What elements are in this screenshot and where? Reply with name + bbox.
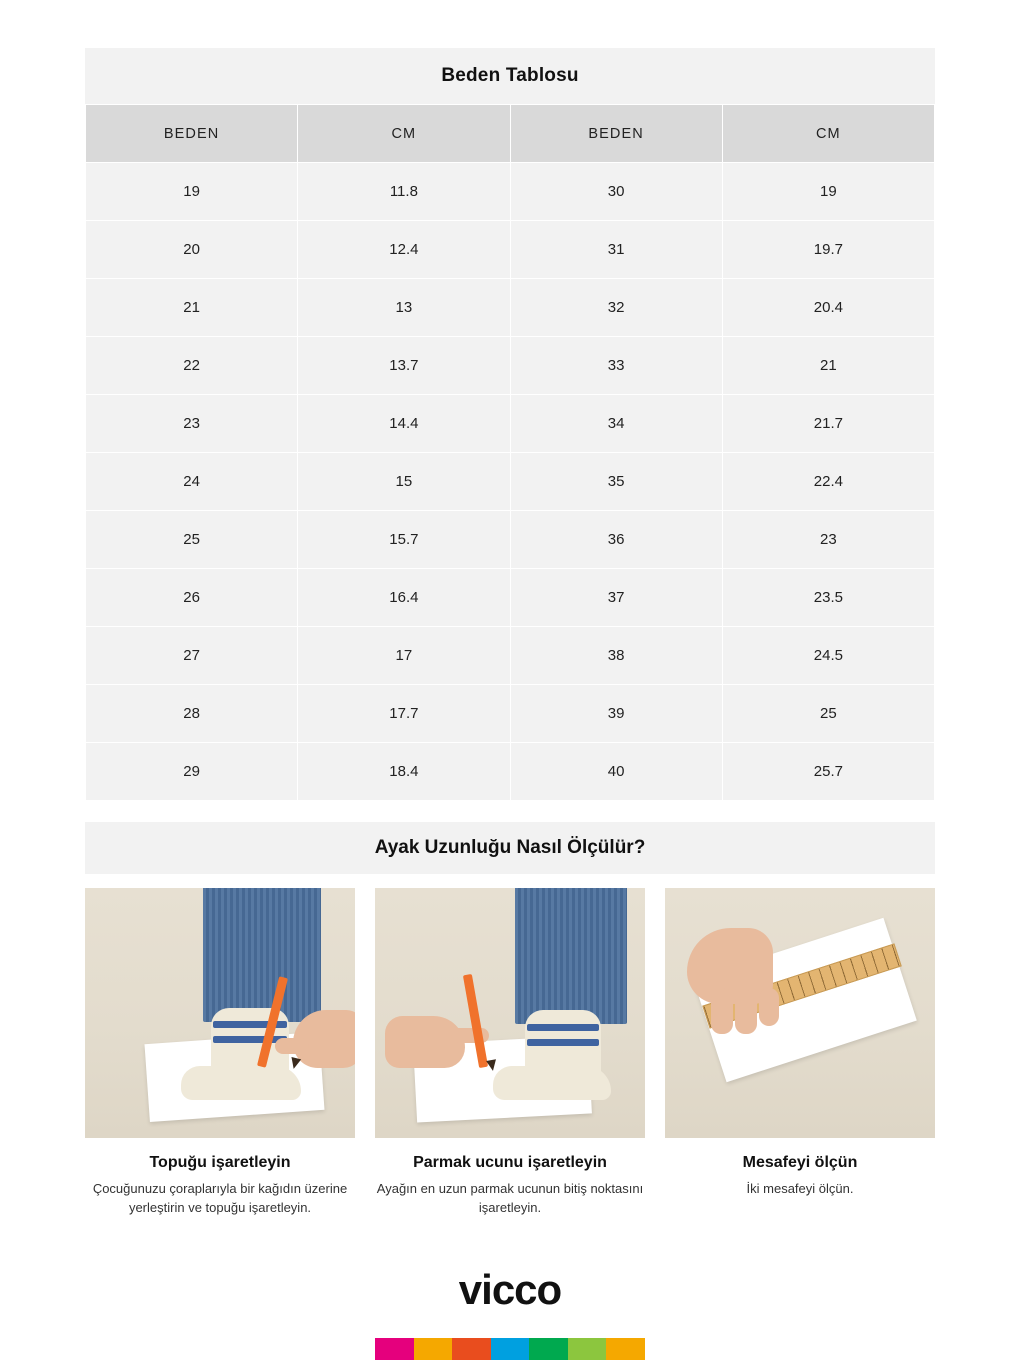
table-cell: 40 [510, 743, 722, 801]
measure-step [375, 888, 645, 1218]
table-cell: 37 [510, 569, 722, 627]
size-table-header-row [86, 105, 935, 163]
ruler-measuring-photo [665, 888, 935, 1138]
table-cell: 28 [86, 685, 298, 743]
color-swatch [491, 1338, 530, 1360]
table-row [86, 163, 935, 221]
table-cell: 17 [298, 627, 510, 685]
step-text: Ayağın en uzun parmak ucunun bitiş noktasını işaretleyin. [376, 1181, 644, 1215]
measure-step [85, 888, 355, 1218]
size-table-header-cell: BEDEN [510, 105, 722, 163]
table-cell: 19 [86, 163, 298, 221]
table-cell: 27 [86, 627, 298, 685]
brand-color-bar [375, 1338, 645, 1360]
size-table [85, 104, 935, 801]
step-title: Mesafeyi ölçün [742, 1154, 858, 1171]
step-text: İki mesafeyi ölçün. [746, 1181, 854, 1196]
table-cell: 23.5 [722, 569, 934, 627]
table-cell: 21 [722, 337, 934, 395]
step-title: Parmak ucunu işaretleyin [413, 1154, 607, 1171]
table-cell: 15.7 [298, 511, 510, 569]
table-cell: 25 [86, 511, 298, 569]
size-table-section [85, 48, 935, 801]
table-cell: 24.5 [722, 627, 934, 685]
table-cell: 24 [86, 453, 298, 511]
table-cell: 19.7 [722, 221, 934, 279]
size-table-header-cell: CM [722, 105, 934, 163]
table-row [86, 511, 935, 569]
table-row [86, 221, 935, 279]
table-cell: 13 [298, 279, 510, 337]
table-cell: 35 [510, 453, 722, 511]
table-cell: 22 [86, 337, 298, 395]
table-cell: 26 [86, 569, 298, 627]
table-cell: 13.7 [298, 337, 510, 395]
color-swatch [452, 1338, 491, 1360]
table-row [86, 279, 935, 337]
table-cell: 25.7 [722, 743, 934, 801]
table-cell: 21 [86, 279, 298, 337]
table-cell: 11.8 [298, 163, 510, 221]
color-swatch [568, 1338, 607, 1360]
table-cell: 32 [510, 279, 722, 337]
table-cell: 16.4 [298, 569, 510, 627]
color-swatch [606, 1338, 645, 1360]
table-row [86, 395, 935, 453]
size-table-header-cell: BEDEN [86, 105, 298, 163]
table-cell: 14.4 [298, 395, 510, 453]
table-cell: 19 [722, 163, 934, 221]
table-cell: 29 [86, 743, 298, 801]
table-cell: 30 [510, 163, 722, 221]
table-row [86, 743, 935, 801]
toe-marking-photo [375, 888, 645, 1138]
table-cell: 39 [510, 685, 722, 743]
measure-step [665, 888, 935, 1218]
table-cell: 22.4 [722, 453, 934, 511]
table-cell: 33 [510, 337, 722, 395]
table-cell: 38 [510, 627, 722, 685]
step-title: Topuğu işaretleyin [149, 1154, 291, 1171]
heel-marking-photo [85, 888, 355, 1138]
step-text: Çocuğunuzu çoraplarıyla bir kağıdın üzerine yerleştirin ve topuğu işaretleyin. [92, 1181, 348, 1215]
measure-section [85, 822, 935, 1218]
table-cell: 20 [86, 221, 298, 279]
table-cell: 20.4 [722, 279, 934, 337]
color-swatch [414, 1338, 453, 1360]
table-row [86, 453, 935, 511]
table-cell: 15 [298, 453, 510, 511]
size-table-title: Beden Tablosu [85, 48, 935, 104]
table-row [86, 627, 935, 685]
table-cell: 25 [722, 685, 934, 743]
table-row [86, 569, 935, 627]
table-cell: 23 [86, 395, 298, 453]
measure-steps [85, 888, 935, 1218]
table-cell: 18.4 [298, 743, 510, 801]
brand-logo: vicco [458, 1266, 562, 1313]
table-cell: 12.4 [298, 221, 510, 279]
measure-section-title: Ayak Uzunluğu Nasıl Ölçülür? [85, 822, 935, 874]
table-cell: 36 [510, 511, 722, 569]
color-swatch [375, 1338, 414, 1360]
table-cell: 34 [510, 395, 722, 453]
table-row [86, 337, 935, 395]
color-swatch [529, 1338, 568, 1360]
size-table-header-cell: CM [298, 105, 510, 163]
table-cell: 21.7 [722, 395, 934, 453]
table-cell: 17.7 [298, 685, 510, 743]
table-cell: 31 [510, 221, 722, 279]
table-row [86, 685, 935, 743]
table-cell: 23 [722, 511, 934, 569]
